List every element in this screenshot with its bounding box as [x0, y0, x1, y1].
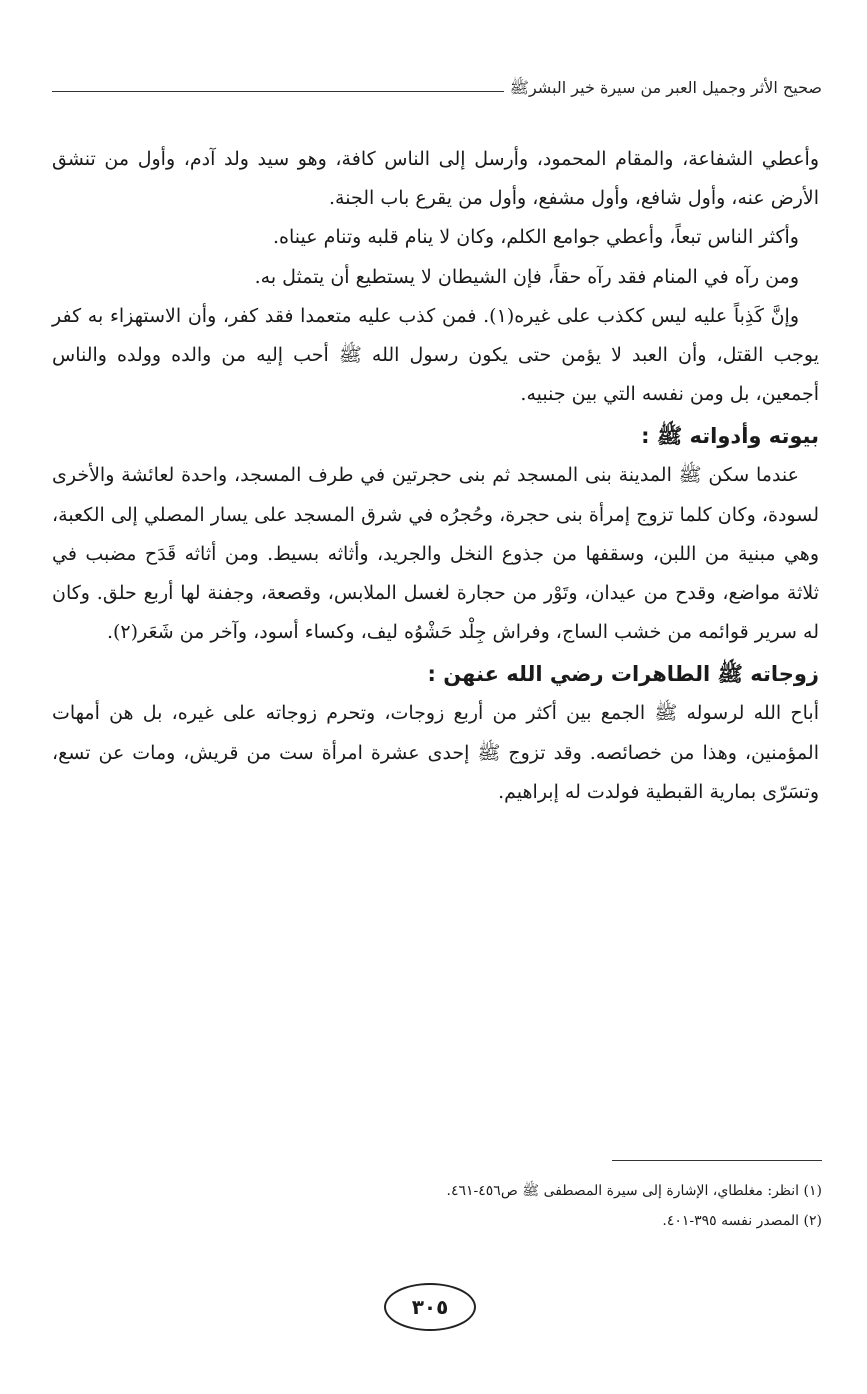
main-text — [52, 140, 819, 812]
running-title: صحيح الأثر وجميل العبر من سيرة خير البشرﷺ — [509, 77, 822, 97]
footnote-1: (١) انظر: مغلطاي، الإشارة إلى سيرة المصطفى ﷺ ص٤٥٦-٤٦١. — [446, 1183, 822, 1199]
footnote-2: (٢) المصدر نفسه ٣٩٥-٤٠١. — [662, 1213, 822, 1229]
heading-wives: زوجاته ﷺ الطاهرات رضي الله عنهن : — [427, 662, 819, 687]
paragraph-followers: وأكثر الناس تبعاً، وأعطي جوامع الكلم، وكان لا ينام قلبه وتنام عيناه. — [272, 226, 799, 249]
footnote-rule — [612, 1160, 822, 1161]
paragraph-wives: أباح الله لرسوله ﷺ الجمع بين أكثر من أربع زوجات، وتحرم زوجاته على غيره، بل هن أمهات المؤمنين، وهذا من خصائصه. وقد تزوج ﷺ إحدى عشرة امرأة ست من قريش، ومات عن تسع، وتسَرّى بمارية القبطية فولدت له إبراهيم. — [52, 702, 819, 803]
running-header — [52, 78, 822, 100]
header-rule — [52, 91, 504, 92]
footnotes — [52, 1176, 822, 1236]
paragraph-lying: وإنَّ كَذِباً عليه ليس ككذب على غيره(١). فمن كذب عليه متعمدا فقد كفر، وأن الاستهزاء به كفر يوجب القتل، وأن العبد لا يؤمن حتى يكون رسول الله ﷺ أحب إليه من والده وولده والناس أجمعين، بل ومن نفسه التي بين جنبيه. — [52, 304, 819, 406]
paragraph-dream: ومن رآه في المنام فقد رآه حقاً، فإن الشيطان لا يستطيع أن يتمثل به. — [254, 265, 799, 288]
page-number: ٣٠٥ — [384, 1283, 476, 1331]
paragraph-intercession: وأعطي الشفاعة، والمقام المحمود، وأرسل إلى الناس كافة، وهو سيد ولد آدم، وأول من تنشق الأرض عنه، وأول شافع، وأول مشفع، وأول من يقرع باب الجنة. — [52, 148, 819, 210]
heading-houses-tools: بيوته وأدواته ﷺ : — [641, 424, 819, 449]
paragraph-houses: عندما سكن ﷺ المدينة بنى المسجد ثم بنى حجرتين في طرف المسجد، واحدة لعائشة والأخرى لسودة، وكان كلما تزوج إمرأة بنى حجرة، وحُجرُه في شرق المسجد على يسار المصلي إلى الكعبة، وهي مبنية من اللبن، وسقفها من جذوع النخل والجريد، وأثاثه بسيط. ومن أثاثه قَدَح مضبب في ثلاثة مواضع، وقدح من عيدان، وتَوْر من حجارة لغسل الملابس، وقصعة، وجفنة لها أربع حلق. وكان له سرير قوائمه من خشب الساج، وفراش جِلْد حَشْوُه ليف، وكساء أسود، وآخر من شَعَر(٢). — [52, 464, 819, 644]
